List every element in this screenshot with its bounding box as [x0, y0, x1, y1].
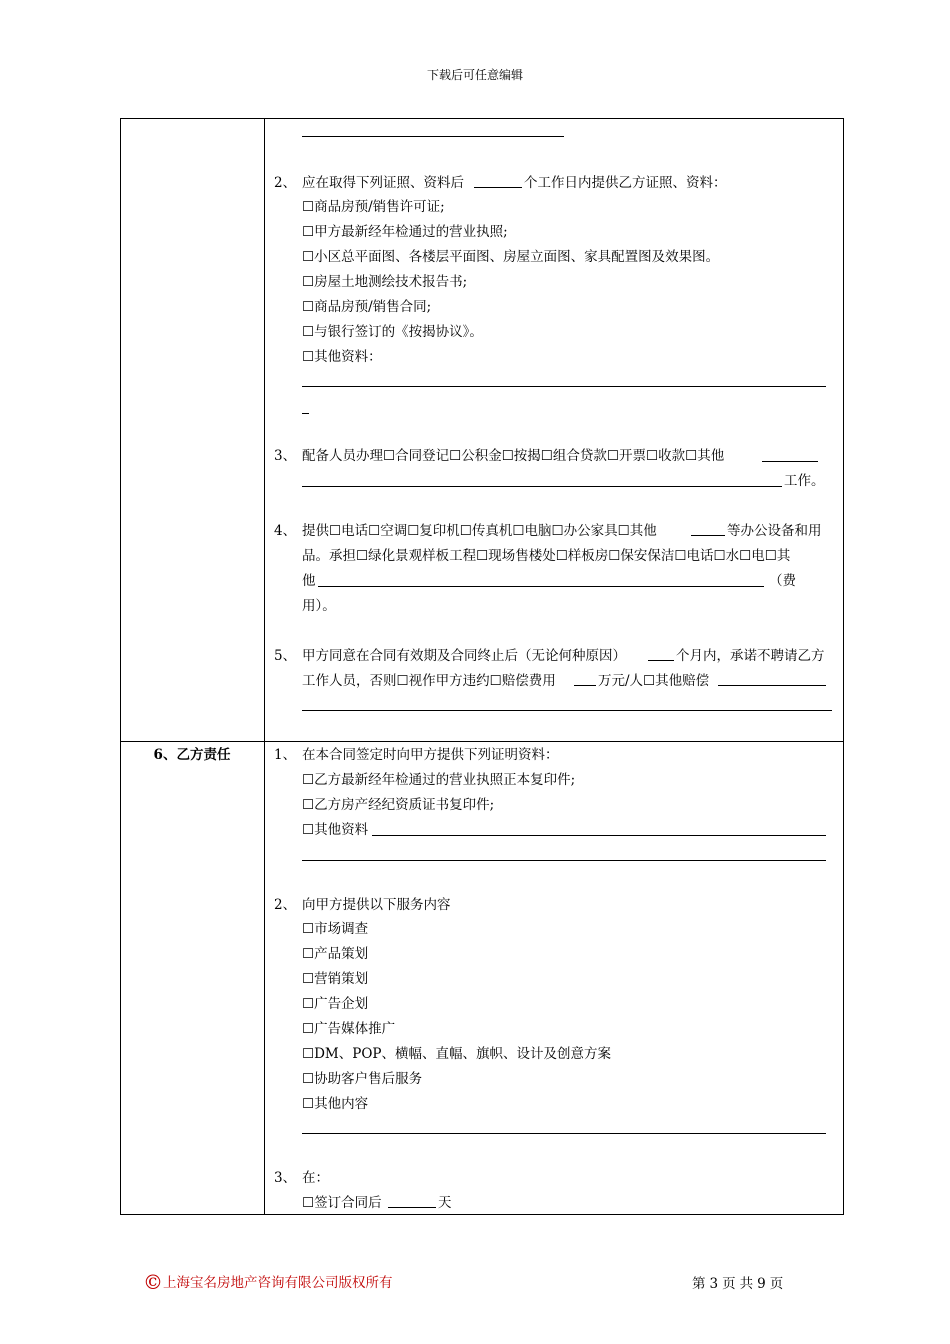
checkbox-option[interactable]: ☐广告媒体推广: [302, 1021, 396, 1037]
item-text: 甲方同意在合同有效期及合同终止后（无论何种原因）: [302, 648, 626, 664]
page-current: 3: [709, 1276, 719, 1292]
checkbox-option[interactable]: ☐其他资料: [302, 822, 369, 838]
item-text: 在本合同签定时向甲方提供下列证明资料：: [302, 747, 559, 763]
blank-line[interactable]: [302, 386, 826, 387]
item-text: 用）。: [302, 598, 336, 614]
item-text: 他: [302, 573, 316, 589]
checkbox-option[interactable]: ☐小区总平面图、各楼层平面图、房屋立面图、家具配置图及效果图。: [302, 249, 720, 265]
item-text: 天: [438, 1195, 452, 1211]
checkbox-option[interactable]: ☐其他内容: [302, 1096, 369, 1112]
blank-days[interactable]: [388, 1207, 436, 1208]
blank-line[interactable]: [302, 486, 782, 487]
blank-months[interactable]: [648, 660, 674, 661]
item-number: 5、: [274, 648, 297, 664]
table-column-divider: [264, 118, 265, 1215]
item-number: 3、: [274, 448, 297, 464]
blank-other[interactable]: [762, 461, 818, 462]
item-text: 配备人员办理☐合同登记☐公积金☐按揭☐组合贷款☐开票☐收款☐其他: [302, 448, 725, 464]
checkbox-option[interactable]: ☐乙方房产经纪资质证书复印件;: [302, 797, 495, 813]
section-title: 6、乙方责任: [153, 747, 231, 763]
checkbox-option[interactable]: ☐商品房预/销售许可证;: [302, 199, 445, 215]
checkbox-option[interactable]: ☐DM、POP、横幅、直幅、旗帜、设计及创意方案: [302, 1046, 611, 1062]
page-number: [692, 1275, 787, 1293]
blank-line[interactable]: [302, 860, 826, 861]
page-label: 共: [739, 1276, 754, 1292]
page-label: 页: [769, 1276, 784, 1292]
item-text: 向甲方提供以下服务内容: [302, 897, 451, 913]
page-label: 第: [692, 1276, 706, 1292]
blank-line[interactable]: [302, 1133, 826, 1134]
item-text: 在：: [302, 1170, 329, 1186]
item-text: 品。承担☐绿化景观样板工程☐现场售楼处☐样板房☐保安保洁☐电话☐水☐电☐其: [302, 548, 791, 564]
item-text: （费: [769, 573, 796, 589]
item-number: 3、: [274, 1170, 297, 1186]
blank-line[interactable]: [302, 710, 832, 711]
item-text: 个工作日内提供乙方证照、资料：: [524, 175, 727, 191]
checkbox-option[interactable]: ☐营销策划: [302, 971, 369, 987]
checkbox-option[interactable]: ☐广告企划: [302, 996, 369, 1012]
copyright-text: 上海宝名房地产咨询有限公司版权所有: [163, 1275, 393, 1291]
checkbox-option[interactable]: ☐其他资料：: [302, 349, 382, 365]
item-number: 2、: [274, 175, 297, 191]
item-number: 4、: [274, 523, 297, 539]
checkbox-option[interactable]: ☐签订合同后: [302, 1195, 382, 1211]
blank-line[interactable]: [318, 586, 764, 587]
blank-line-stub: [302, 413, 309, 414]
item-text: 工作人员，否则☐视作甲方违约☐赔偿费用: [302, 673, 556, 689]
blank-other[interactable]: [718, 685, 826, 686]
blank-line[interactable]: [302, 136, 564, 137]
checkbox-option[interactable]: ☐协助客户售后服务: [302, 1071, 423, 1087]
copyright-icon: ©: [143, 1270, 163, 1294]
blank-days[interactable]: [474, 187, 522, 188]
blank-other[interactable]: [691, 535, 725, 536]
checkbox-option[interactable]: ☐房屋土地测绘技术报告书;: [302, 274, 468, 290]
item-text: 应在取得下列证照、资料后: [302, 175, 464, 191]
item-text: 提供☐电话☐空调☐复印机☐传真机☐电脑☐办公家具☐其他: [302, 523, 657, 539]
checkbox-option[interactable]: ☐乙方最新经年检通过的营业执照正本复印件;: [302, 772, 576, 788]
item-text: 工作。: [784, 473, 825, 489]
item-text: 等办公设备和用: [727, 523, 822, 539]
item-text: 个月内，承诺不聘请乙方: [676, 648, 825, 664]
page-label: 页: [722, 1276, 736, 1292]
table-row-divider: [120, 741, 844, 742]
blank-amount[interactable]: [574, 685, 596, 686]
checkbox-option[interactable]: ☐产品策划: [302, 946, 369, 962]
checkbox-option[interactable]: ☐市场调查: [302, 921, 369, 937]
header-note: 下载后可任意编辑: [426, 68, 523, 82]
item-text: 万元/人☐其他赔偿: [598, 673, 710, 689]
checkbox-option[interactable]: ☐商品房预/销售合同;: [302, 299, 432, 315]
page-total: 9: [757, 1276, 766, 1292]
blank-line[interactable]: [372, 835, 826, 836]
item-number: 2、: [274, 897, 297, 913]
checkbox-option[interactable]: ☐与银行签订的《按揭协议》。: [302, 324, 483, 340]
checkbox-option[interactable]: ☐甲方最新经年检通过的营业执照;: [302, 224, 508, 240]
footer-copyright: [143, 1272, 393, 1293]
item-number: 1、: [274, 747, 297, 763]
